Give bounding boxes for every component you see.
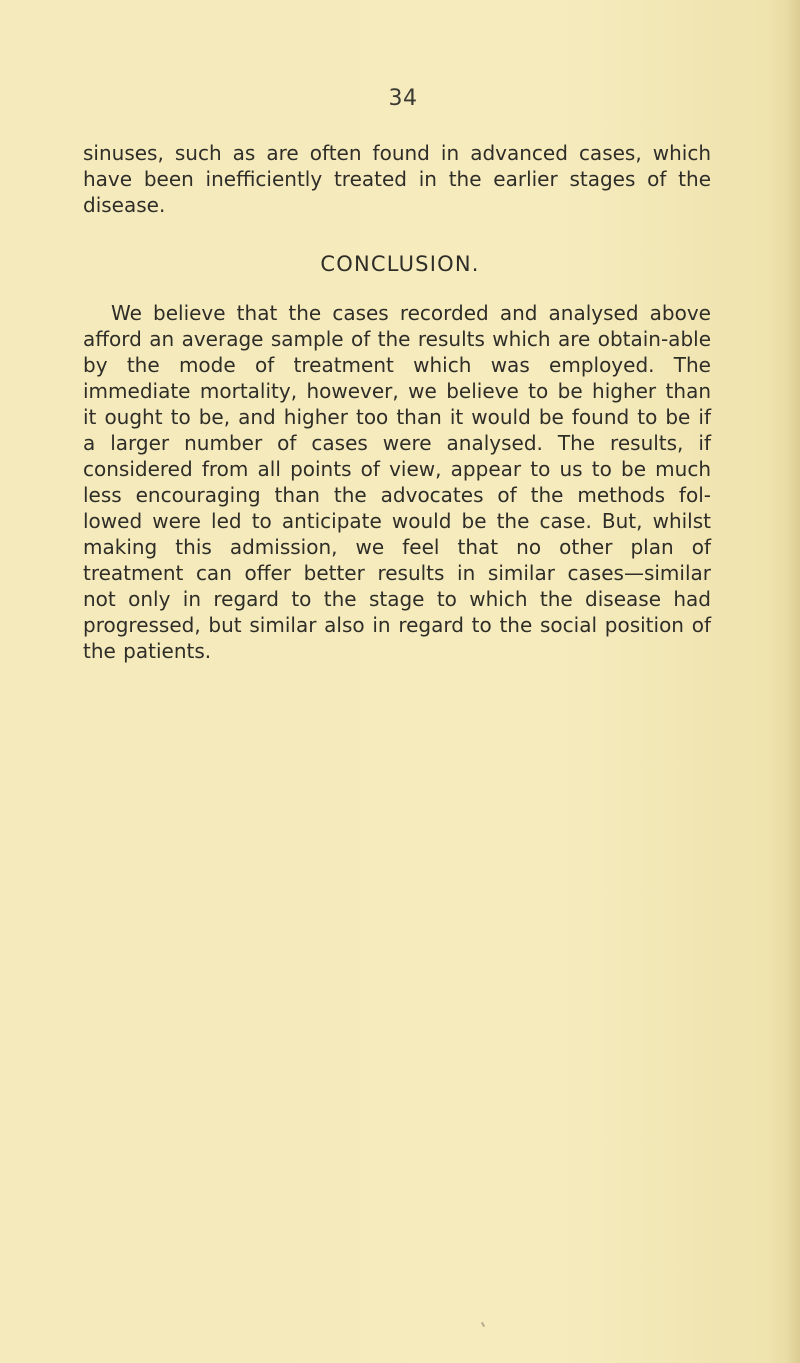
page-number: 34 bbox=[388, 86, 418, 111]
paragraph-continuation: sinuses, such as are often found in advanced cases, which have been inefficiently treated in the earlier stages of the disease. bbox=[83, 141, 711, 217]
paragraph-conclusion: We believe that the cases recorded and analysed above afford an average sample of the results which are obtain-able by the mode of treatment which was employed. The immediate mortality, however, we believe to be higher than it ought to be, and higher too than it would be found to be if a larger number of cases were analysed. The results, if considered from all points of view, appear to us to be much less encouraging than the advocates of the methods fol-lowed were led to anticipate would be the case. But, whilst making this admission, we feel that no other plan of treatment can offer better results in similar cases—similar not only in regard to the stage to which the disease had progressed, but similar also in regard to the social position of the patients. bbox=[83, 301, 711, 663]
paper-speck bbox=[481, 1322, 485, 1327]
section-heading: CONCLUSION. bbox=[320, 252, 480, 276]
page-edge-shadow bbox=[786, 0, 800, 1363]
